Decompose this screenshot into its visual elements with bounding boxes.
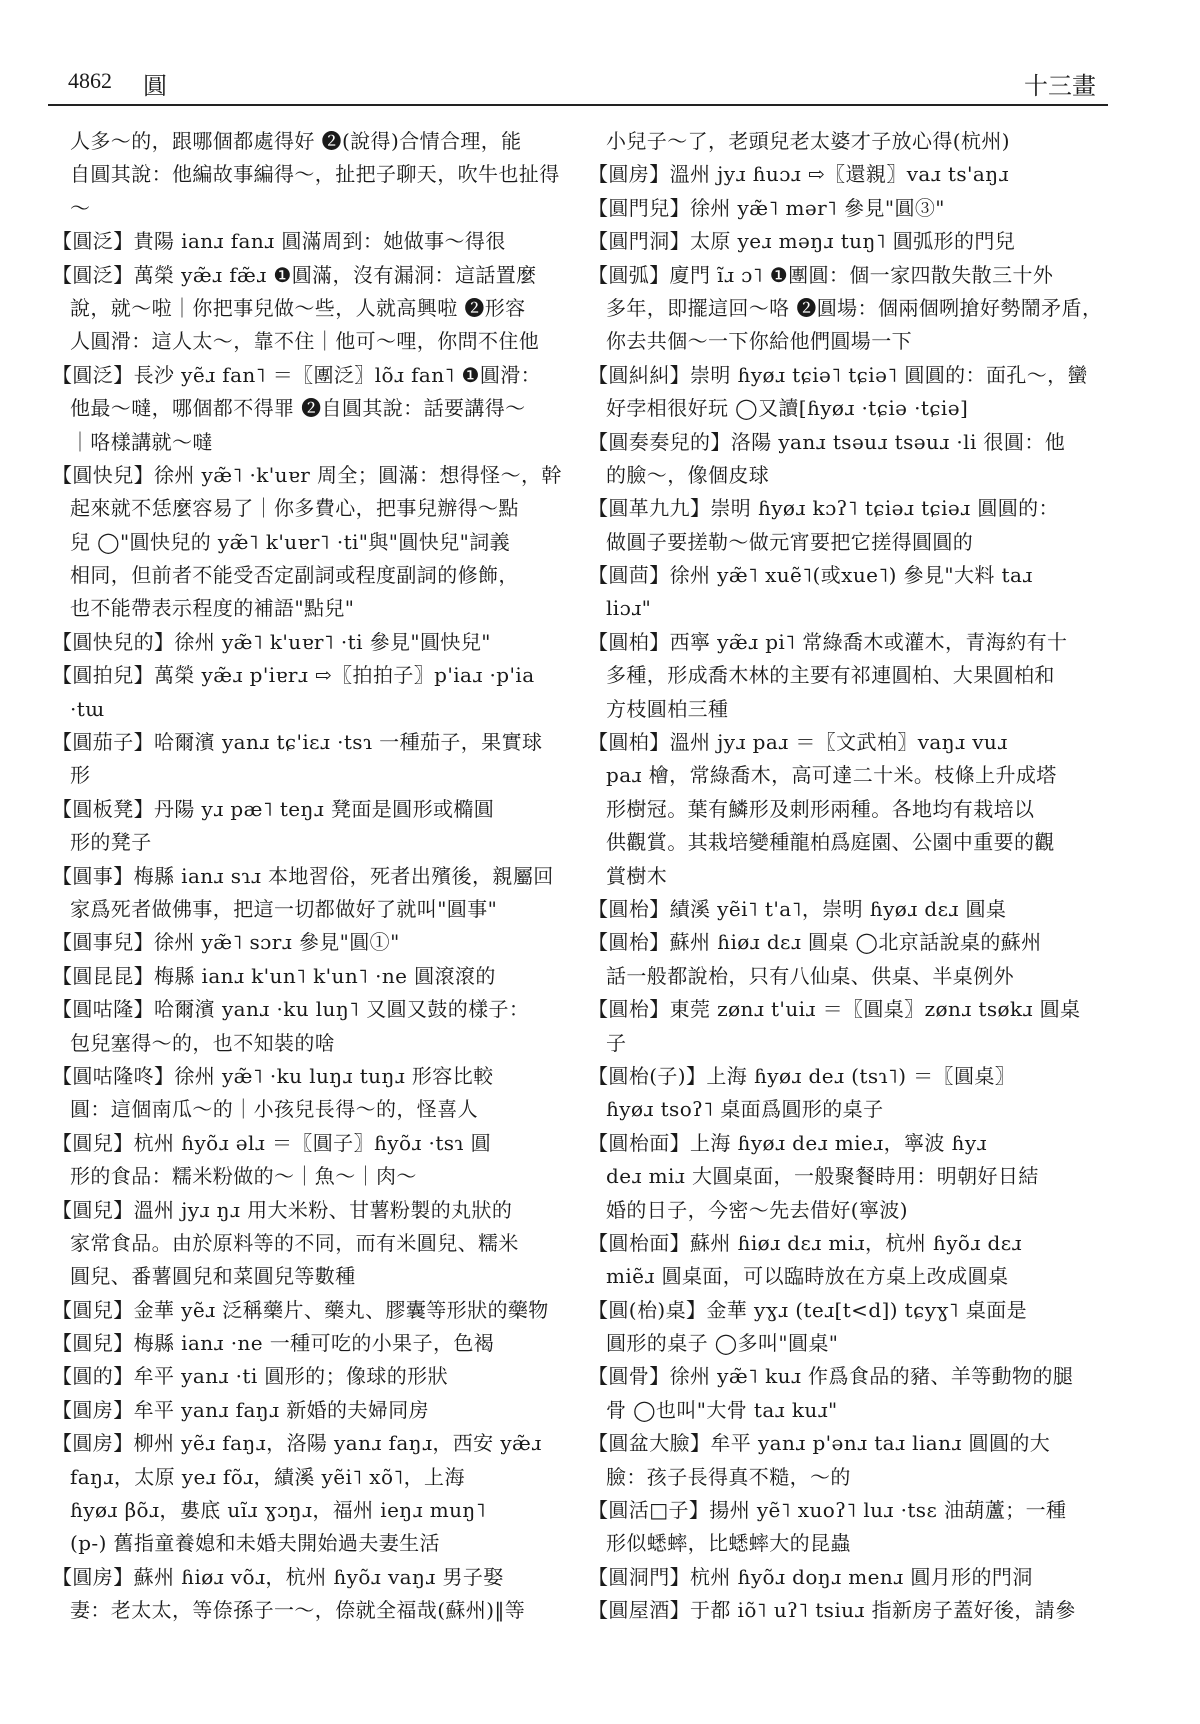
dictionary-line: 【圓板凳】丹陽 yɹ pæ˥ teŋɹ 凳面是圓形或橢圓	[52, 796, 495, 821]
dictionary-line: 形似蟋蟀，比蟋蟀大的昆蟲	[606, 1531, 851, 1556]
dictionary-line: 圓兒、番薯圓兒和菜圓兒等數種	[70, 1264, 356, 1289]
dictionary-line: 形的食品：糯米粉做的～｜魚～｜肉～	[70, 1164, 417, 1189]
dictionary-line: 【圓柏】溫州 jyɹ paɹ ＝〖文武柏〗vaŋɹ vuɹ	[588, 730, 1008, 755]
dictionary-line: 人圓滑：這人太～，靠不住｜他可～哩，你問不住他	[70, 329, 540, 354]
dictionary-line: 家常食品。由於原料等的不同，而有米圓兒、糯米	[70, 1230, 519, 1255]
dictionary-line: 【圓昆昆】梅縣 ianɹ k'un˥ k'un˥ ·ne 圓滾滾的	[52, 963, 496, 988]
dictionary-line: 多年，即擺這回～咯 ❷圓場：個兩個咧搶好勢鬧矛盾，	[606, 295, 1103, 320]
dictionary-line: 子	[606, 1030, 627, 1055]
dictionary-line: 【圓咕隆】哈爾濱 yanɹ ·ku luŋ˥ 又圓又鼓的樣子：	[52, 997, 530, 1022]
left-column	[52, 125, 572, 1695]
dictionary-line: 【圓茴】徐州 yæ̃˥ xuẽ˥(或xue˥) 參見"大料 taɹ	[588, 563, 1033, 588]
dictionary-line: 【圓事】梅縣 ianɹ sɿɹ 本地習俗，死者出殯後，親屬回	[52, 863, 554, 888]
dictionary-line: 骨 ◯也叫"大骨 taɹ kuɹ"	[606, 1397, 838, 1422]
dictionary-line: 圓形的桌子 ◯多叫"圓桌"	[606, 1331, 839, 1356]
dictionary-line: 相同，但前者不能受否定副詞或程度副詞的修飾，	[70, 563, 519, 588]
dictionary-line: 【圓茄子】哈爾濱 yanɹ tɕ'iɛɹ ·tsɿ 一種茄子，果實球	[52, 730, 543, 755]
dictionary-line: 【圓門洞】太原 yeɹ məŋɹ tuŋ˥ 圓弧形的門兒	[588, 229, 1016, 254]
dictionary-line: 【圓快兒】徐州 yæ̃˥ ·k'uɐr 周全；圓滿：想得怪～，幹	[52, 462, 562, 487]
dictionary-line: 做圓子要搓勒～做元宵要把它搓得圓圓的	[606, 529, 974, 554]
dictionary-line: 【圓房】溫州 jyɹ ɦuɔɹ ⇨〖還親〗vaɹ ts'aŋɹ	[588, 162, 1009, 187]
dictionary-line: 話一般都說枱，只有八仙桌、供桌、半桌例外	[606, 963, 1014, 988]
dictionary-line: 妻：老太太，等倷孫子一～，倷就全福哉(蘇州)‖等	[70, 1598, 526, 1623]
dictionary-line: 好孛相很好玩 ◯又讀[ɦyøɹ ·tɕiə ·tɕiə]	[606, 396, 969, 421]
section-title: 十三畫	[1024, 72, 1096, 100]
dictionary-line: 【圓房】牟平 yanɹ faŋɹ 新婚的夫婦同房	[52, 1397, 430, 1422]
dictionary-line: 【圓兒】溫州 jyɹ ŋɹ 用大米粉、甘薯粉製的丸狀的	[52, 1197, 513, 1222]
head-character: 圓	[143, 72, 167, 100]
dictionary-line: paɹ 檜，常綠喬木，高可達二十米。枝條上升成塔	[606, 763, 1057, 788]
dictionary-line: 【圓咕隆咚】徐州 yæ̃˥ ·ku luŋɹ tuŋɹ 形容比較	[52, 1063, 494, 1088]
dictionary-line: miẽɹ 圓桌面，可以臨時放在方桌上改成圓桌	[606, 1264, 1009, 1289]
dictionary-line: 供觀賞。其栽培變種龍柏爲庭園、公園中重要的觀	[606, 830, 1055, 855]
dictionary-line: 賞樹木	[606, 863, 668, 888]
dictionary-line: 【圓泛】長沙 yẽɹ fan˥ ＝〖團泛〗lõɹ fan˥ ❶圓滑：	[52, 362, 542, 387]
dictionary-line: deɹ miɹ 大圓桌面，一般聚餐時用：明朝好日結	[606, 1164, 1039, 1189]
dictionary-line: 【圓拍兒】萬榮 yæ̃ɹ p'iɐrɹ ⇨〖拍拍子〗p'iaɹ ·p'ia	[52, 663, 535, 688]
dictionary-line: liɔɹ"	[606, 596, 652, 621]
dictionary-line: 你去共個～一下你給他們圓場一下	[606, 329, 912, 354]
dictionary-line: ɦyøɹ βõɹ，婁底 uĩɹ ɣɔŋɹ，福州 ieŋɹ muŋ˥	[70, 1498, 486, 1523]
dictionary-line: 他最～噠，哪個都不得罪 ❷自圓其說：話要講得～	[70, 396, 526, 421]
dictionary-line: 【圓枱(子)】上海 ɦyøɹ deɹ (tsɿ˥) ＝〖圓桌〗	[588, 1063, 1016, 1088]
dictionary-line: (p-) 舊指童養媳和未婚夫開始過夫妻生活	[70, 1531, 440, 1556]
dictionary-line: 【圓事兒】徐州 yæ̃˥ sɔrɹ 參見"圓①"	[52, 930, 400, 955]
dictionary-line: 【圓盆大臉】牟平 yanɹ p'ənɹ taɹ lianɹ 圓圓的大	[588, 1431, 1051, 1456]
dictionary-line: 【圓房】柳州 yẽɹ faŋɹ，洛陽 yanɹ faŋɹ，西安 yæ̃ɹ	[52, 1431, 542, 1456]
dictionary-line: 【圓活□子】揚州 yẽ˥ xuoʔ˥ luɹ ·tsɛ 油葫蘆；一種	[588, 1498, 1067, 1523]
dictionary-line: 【圓柏】西寧 yæ̃ɹ pi˥ 常綠喬木或灌木，青海約有十	[588, 629, 1068, 654]
dictionary-line: 【圓枱面】上海 ɦyøɹ deɹ mieɹ，寧波 ɦyɹ	[588, 1130, 987, 1155]
dictionary-line: 【圓門兒】徐州 yæ̃˥ mər˥ 參見"圓③"	[588, 195, 945, 220]
dictionary-line: 【圓洞門】杭州 ɦyõɹ doŋɹ menɹ 圓月形的門洞	[588, 1564, 1033, 1589]
dictionary-line: 【圓兒】杭州 ɦyõɹ əlɹ ＝〖圓子〗ɦyõɹ ·tsɿ 圓	[52, 1130, 492, 1155]
dictionary-line: 方枝圓柏三種	[606, 696, 729, 721]
page-number: 4862	[68, 68, 112, 93]
dictionary-line: 圓：這個南瓜～的｜小孩兒長得～的，怪喜人	[70, 1097, 478, 1122]
dictionary-line: ｜咯樣講就～噠	[70, 429, 213, 454]
dictionary-line: 【圓屋酒】于都 iõ˥ uʔ˥ tsiuɹ 指新房子蓋好後，請參	[588, 1598, 1076, 1623]
page-header	[48, 62, 1108, 106]
dictionary-line: 【圓的】牟平 yanɹ ·ti 圓形的；像球的形狀	[52, 1364, 448, 1389]
dictionary-line: 【圓弧】廈門 ĩɹ ɔ˥ ❶團圓：個一家四散失散三十外	[588, 262, 1054, 287]
dictionary-line: 【圓奏奏兒的】洛陽 yanɹ tsəuɹ tsəuɹ ·li 很圓：他	[588, 429, 1066, 454]
dictionary-line: 也不能帶表示程度的補語"點兒"	[70, 596, 355, 621]
dictionary-line: 人多～的，跟哪個都處得好 ❷(說得)合情合理，能	[70, 129, 522, 153]
dictionary-line: 家爲死者做佛事，把這一切都做好了就叫"圓事"	[70, 896, 498, 921]
dictionary-line: 【圓泛】貴陽 ianɹ fanɹ 圓滿周到：她做事～得很	[52, 229, 506, 254]
dictionary-line: 【圓枱】績溪 yẽi˥ t'a˥，崇明 ɦyøɹ dɛɹ 圓桌	[588, 896, 1007, 921]
dictionary-line: 【圓枱面】蘇州 ɦiøɹ dɛɹ miɹ，杭州 ɦyõɹ dɛɹ	[588, 1230, 1022, 1255]
dictionary-line: 多種，形成喬木林的主要有祁連圓柏、大果圓柏和	[606, 663, 1055, 688]
dictionary-line: 【圓糾糾】崇明 ɦyøɹ tɕiə˥ tɕiə˥ 圓圓的：面孔～，蠻	[588, 362, 1088, 387]
dictionary-line: ·tɯ	[70, 696, 105, 721]
dictionary-line: 兒 ◯"圓快兒的 yæ̃˥ k'uɐr˥ ·ti"與"圓快兒"詞義	[70, 529, 511, 554]
dictionary-line: 小兒子～了，老頭兒老太婆才子放心得(杭州)	[606, 129, 1011, 153]
dictionary-line: 【圓(枱)桌】金華 yɣɹ (teɹ[t<d]) tɕyɣ˥ 桌面是	[588, 1297, 1028, 1322]
dictionary-line: 【圓兒】金華 yẽɹ 泛稱藥片、藥丸、膠囊等形狀的藥物	[52, 1297, 549, 1322]
dictionary-line: faŋɹ，太原 yeɹ fõɹ，績溪 yẽi˥ xõ˥，上海	[70, 1464, 465, 1489]
dictionary-line: 形的凳子	[70, 830, 152, 855]
dictionary-line: 的臉～，像個皮球	[606, 462, 770, 487]
right-column	[588, 125, 1108, 1695]
dictionary-line: 說，就～啦｜你把事兒做～些，人就高興啦 ❷形容	[70, 295, 526, 320]
dictionary-line: 形樹冠。葉有鱗形及刺形兩種。各地均有栽培以	[606, 796, 1035, 821]
dictionary-line: 【圓泛】萬榮 yæ̃ɹ fæ̃ɹ ❶圓滿，沒有漏洞：這話置麼	[52, 262, 537, 287]
dictionary-line: 【圓兒】梅縣 ianɹ ·ne 一種可吃的小果子，色褐	[52, 1331, 495, 1356]
dictionary-line: 起來就不恁麼容易了｜你多費心，把事兒辦得～點	[70, 496, 519, 521]
dictionary-line: 【圓快兒的】徐州 yæ̃˥ k'uɐr˥ ·ti 參見"圓快兒"	[52, 629, 491, 654]
dictionary-line: 【圓骨】徐州 yæ̃˥ kuɹ 作爲食品的豬、羊等動物的腿	[588, 1364, 1074, 1389]
dictionary-line: 形	[70, 763, 91, 788]
dictionary-line: 【圓枱】東莞 zønɹ t'uiɹ ＝〖圓桌〗zønɹ tsøkɹ 圓桌	[588, 997, 1081, 1022]
dictionary-line: ɦyøɹ tsoʔ˥ 桌面爲圓形的桌子	[606, 1097, 884, 1122]
dictionary-line: 包兒塞得～的，也不知裝的啥	[70, 1030, 336, 1055]
dictionary-line: 【圓枱】蘇州 ɦiøɹ dɛɹ 圓桌 ◯北京話說桌的蘇州	[588, 930, 1042, 955]
dictionary-line: 自圓其說：他編故事編得～，扯把子聊天，吹牛也扯得	[70, 162, 560, 187]
dictionary-line: 婚的日子，今密～先去借好(寧波)	[606, 1197, 909, 1222]
dictionary-line: 臉：孩子長得真不糙，～的	[606, 1464, 851, 1489]
dictionary-line: 【圓革九九】崇明 ɦyøɹ kɔʔ˥ tɕiəɹ tɕiəɹ 圓圓的：	[588, 496, 1059, 521]
dictionary-line: ～	[70, 195, 91, 220]
dictionary-line: 【圓房】蘇州 ɦiøɹ võɹ，杭州 ɦyõɹ vaŋɹ 男子娶	[52, 1564, 504, 1589]
